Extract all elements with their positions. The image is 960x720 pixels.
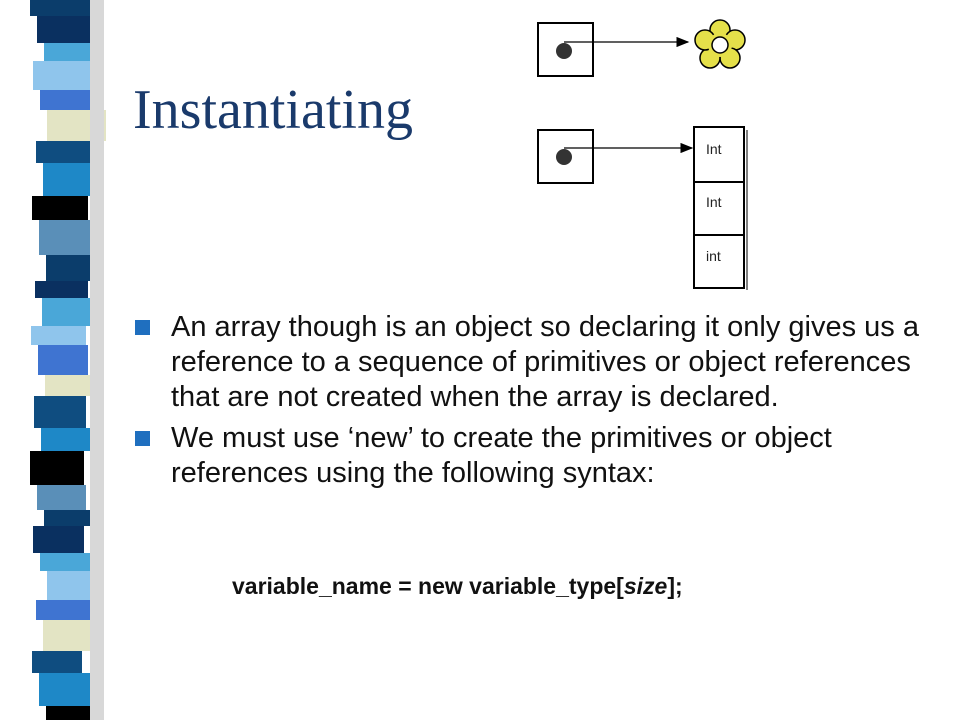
- array-cell-2-label: Int: [706, 194, 722, 210]
- stripe-block: [43, 163, 92, 196]
- bullet-text: An array though is an object so declaring it only gives us a reference to a sequence of primitives or object references that are not created when the array is declared.: [171, 311, 919, 413]
- stripe-block: [34, 396, 86, 428]
- reference-diagram: [530, 15, 760, 295]
- decorative-stripe: [0, 0, 110, 720]
- object-reference-dot: [556, 43, 572, 59]
- bullet-square-icon: [135, 431, 150, 446]
- bullet-list: [133, 310, 933, 497]
- stripe-block: [32, 196, 88, 220]
- stripe-block: [39, 673, 96, 706]
- stripe-block: [43, 620, 98, 651]
- bullet-item: [133, 310, 933, 415]
- stripe-block: [40, 553, 98, 571]
- stripe-block: [31, 326, 86, 345]
- stripe-block: [30, 0, 90, 16]
- slide-title: Instantiating: [133, 79, 413, 141]
- bullet-square-icon: [135, 320, 150, 335]
- flower-icon: [695, 20, 745, 68]
- stripe-block: [33, 526, 84, 553]
- stripe-block: [36, 600, 96, 620]
- stripe-edge: [90, 0, 104, 720]
- syntax-line: [232, 573, 683, 600]
- stripe-block: [37, 485, 86, 510]
- bullet-text: We must use ‘new’ to create the primitives or object references using the following syntax:: [171, 422, 832, 489]
- syntax-param: size: [623, 573, 668, 599]
- bullet-item: [133, 421, 933, 491]
- array-cell-1-label: Int: [706, 141, 722, 157]
- stripe-block: [39, 220, 90, 255]
- stripe-block: [33, 61, 90, 90]
- stripe-block: [32, 651, 82, 673]
- array-reference-dot: [556, 149, 572, 165]
- stripe-block: [37, 16, 92, 43]
- stripe-block: [30, 451, 84, 485]
- stripe-block: [38, 345, 88, 375]
- array-cell-3-label: int: [706, 248, 721, 264]
- stripe-block: [35, 281, 88, 298]
- stripe-block: [36, 141, 90, 163]
- stripe-block: [44, 43, 94, 61]
- stripe-block: [40, 90, 92, 110]
- syntax-suffix: ];: [667, 573, 683, 599]
- syntax-prefix: variable_name = new variable_type[: [232, 573, 624, 599]
